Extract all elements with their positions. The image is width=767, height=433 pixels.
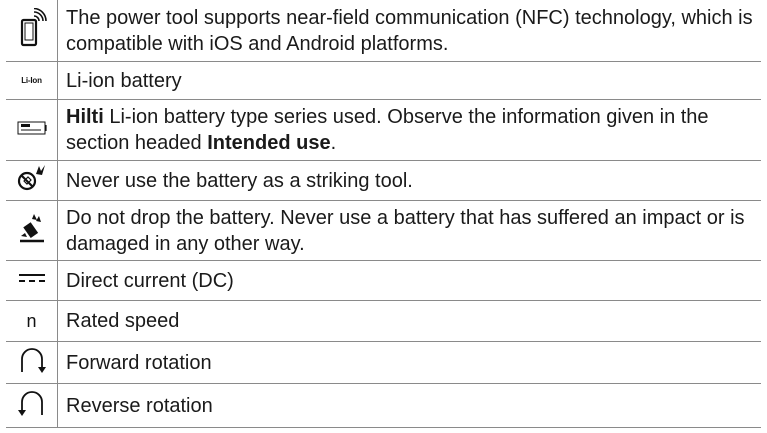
forward-rotation-icon bbox=[17, 345, 47, 380]
section-reference: Intended use bbox=[207, 132, 331, 154]
table-row bbox=[6, 201, 761, 261]
row-text: Direct current (DC) bbox=[66, 269, 234, 292]
nfc-device-icon bbox=[17, 8, 47, 53]
row-text: Hilti Li-ion battery type series used. Observe the information given in the section headed Intended use. bbox=[66, 106, 709, 154]
direct-current-icon bbox=[17, 271, 47, 290]
do-not-drop-icon bbox=[17, 212, 47, 249]
table-row bbox=[6, 261, 761, 301]
symbol-cell bbox=[6, 62, 58, 99]
symbol-cell bbox=[6, 201, 58, 260]
symbol-cell bbox=[6, 342, 58, 383]
table-row bbox=[6, 0, 761, 62]
symbol-cell bbox=[6, 384, 58, 427]
description-cell bbox=[58, 100, 761, 160]
symbol-cell bbox=[6, 261, 58, 300]
symbol-cell bbox=[6, 0, 58, 61]
rated-speed-icon: n bbox=[26, 310, 37, 331]
row-text: Forward rotation bbox=[66, 351, 212, 374]
symbol-cell bbox=[6, 161, 58, 200]
row-text: Never use the battery as a striking tool. bbox=[66, 169, 413, 192]
description-cell bbox=[58, 161, 761, 200]
symbol-cell bbox=[6, 301, 58, 341]
description-cell bbox=[58, 0, 761, 61]
description-cell bbox=[58, 342, 761, 383]
description-cell bbox=[58, 261, 761, 300]
symbol-table bbox=[6, 0, 761, 428]
description-cell bbox=[58, 384, 761, 427]
reverse-rotation-icon bbox=[17, 388, 47, 423]
li-ion-label-icon: Li-Ion bbox=[21, 76, 42, 85]
symbol-cell bbox=[6, 100, 58, 160]
table-row bbox=[6, 301, 761, 342]
table-row bbox=[6, 384, 761, 428]
battery-series-icon bbox=[17, 121, 47, 140]
description-cell bbox=[58, 301, 761, 341]
row-text: Do not drop the battery. Never use a battery that has suffered an impact or is damaged in any other way. bbox=[66, 206, 745, 255]
table-row bbox=[6, 62, 761, 100]
table-row bbox=[6, 161, 761, 201]
table-row bbox=[6, 100, 761, 161]
row-text: The power tool supports near-field communication (NFC) technology, which is compatible with iOS and Android platforms. bbox=[66, 6, 753, 55]
row-text: Rated speed bbox=[66, 310, 180, 332]
row-text: Li-ion battery bbox=[66, 69, 182, 92]
description-cell bbox=[58, 201, 761, 260]
no-striking-icon bbox=[17, 164, 47, 197]
description-cell bbox=[58, 62, 761, 99]
table-row bbox=[6, 342, 761, 384]
brand-name: Hilti bbox=[66, 106, 104, 128]
row-text: Reverse rotation bbox=[66, 394, 213, 417]
